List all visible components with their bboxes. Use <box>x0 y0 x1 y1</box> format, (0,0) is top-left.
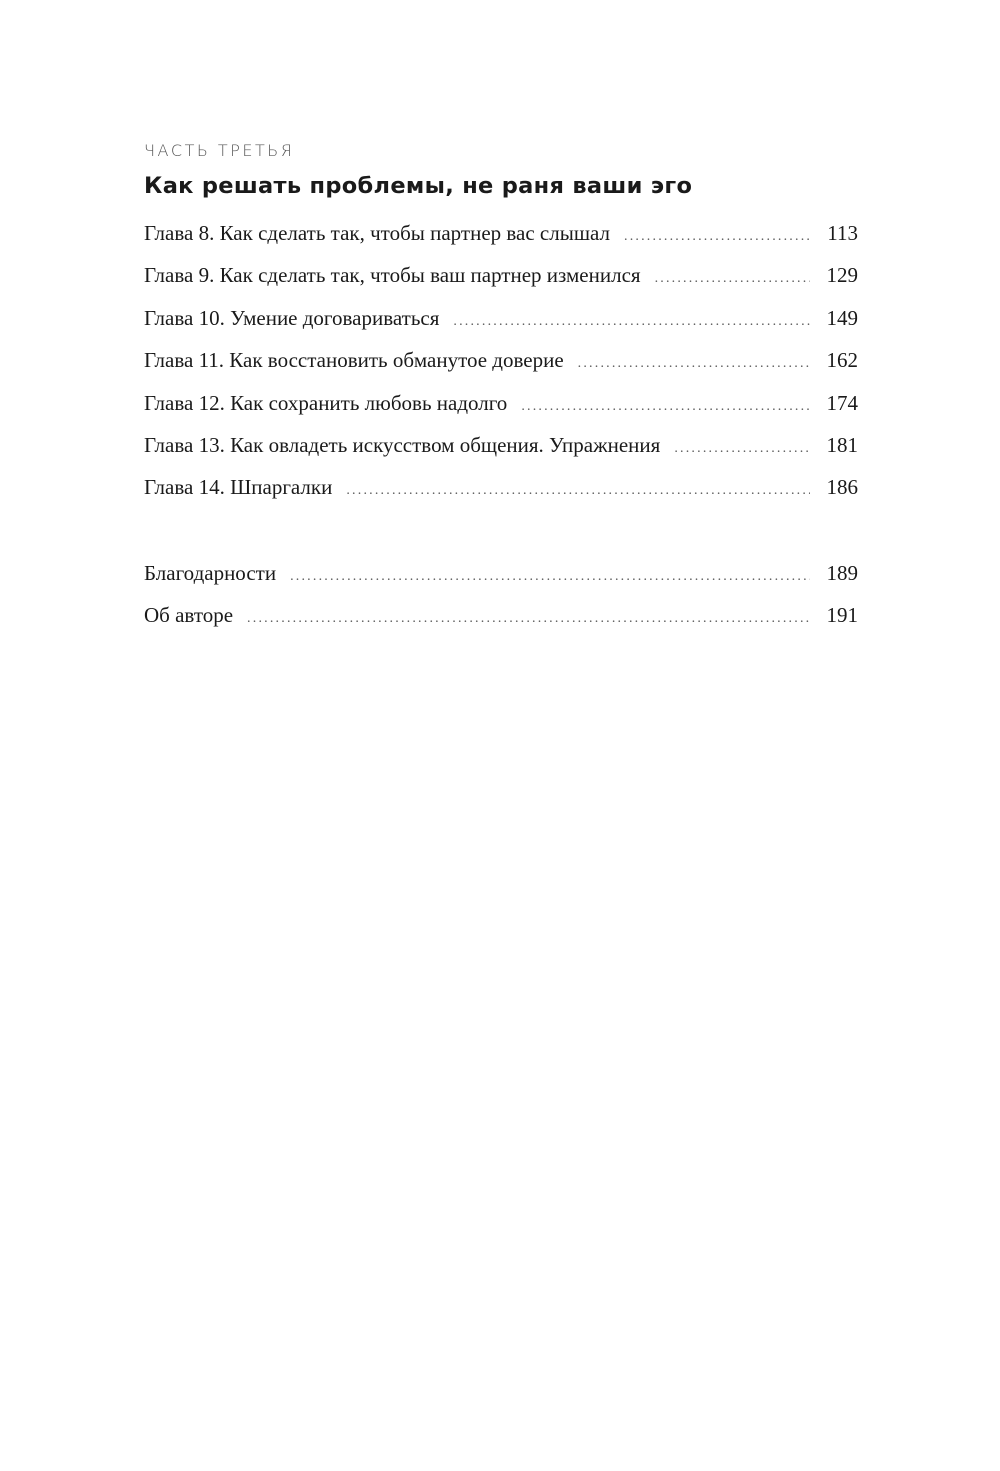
toc-entry-chapter-10[interactable] <box>144 306 858 348</box>
toc-entry-page: 162 <box>826 348 858 373</box>
part-title: Как решать проблемы, не раня ваши эго <box>144 173 693 199</box>
toc-entry-about-author[interactable] <box>144 603 858 645</box>
toc-entry-title: Глава 8. Как сделать так, чтобы партнер вас слышал <box>144 221 610 245</box>
toc-entry-page: 189 <box>826 560 858 585</box>
toc-entry-acknowledgments[interactable] <box>144 561 858 603</box>
toc-entry-title: Глава 9. Как сделать так, чтобы ваш партнер изменился <box>144 263 641 288</box>
toc-entry-title: Глава 10. Умение договариваться <box>144 305 440 330</box>
chapter-list <box>144 221 858 518</box>
toc-entry-chapter-9[interactable] <box>144 263 858 305</box>
table-of-contents <box>144 140 858 646</box>
toc-entry-page: 174 <box>826 390 858 415</box>
toc-entry-chapter-13[interactable] <box>144 433 858 475</box>
toc-entry-page: 113 <box>827 221 858 245</box>
toc-entry-page: 181 <box>826 432 858 457</box>
backmatter-list <box>144 561 858 646</box>
dot-leader <box>624 229 810 245</box>
toc-entry-title: Благодарности <box>144 560 277 585</box>
dot-leader <box>578 356 810 372</box>
dot-leader <box>346 483 810 499</box>
toc-entry-title: Глава 11. Как восстановить обманутое доверие <box>144 348 564 373</box>
dot-leader <box>521 399 810 415</box>
toc-entry-title: Глава 13. Как овладеть искусством общения. Упражнения <box>144 432 661 457</box>
dot-leader <box>674 441 810 457</box>
dot-leader <box>655 271 810 287</box>
toc-entry-chapter-11[interactable] <box>144 348 858 390</box>
toc-entry-page: 149 <box>826 305 858 330</box>
dot-leader <box>453 314 810 330</box>
part-label: ЧАСТЬ ТРЕТЬЯ <box>144 141 295 160</box>
toc-entry-title: Глава 14. Шпаргалки <box>144 475 333 500</box>
dot-leader <box>247 611 810 627</box>
toc-entry-page: 191 <box>826 603 858 628</box>
toc-entry-chapter-14[interactable] <box>144 475 858 517</box>
toc-entry-chapter-8[interactable] <box>144 221 858 263</box>
toc-entry-title: Глава 12. Как сохранить любовь надолго <box>144 390 508 415</box>
toc-entry-page: 186 <box>826 475 858 500</box>
toc-entry-chapter-12[interactable] <box>144 391 858 433</box>
toc-entry-title: Об авторе <box>144 603 234 628</box>
toc-entry-page: 129 <box>826 263 858 288</box>
dot-leader <box>290 569 810 585</box>
